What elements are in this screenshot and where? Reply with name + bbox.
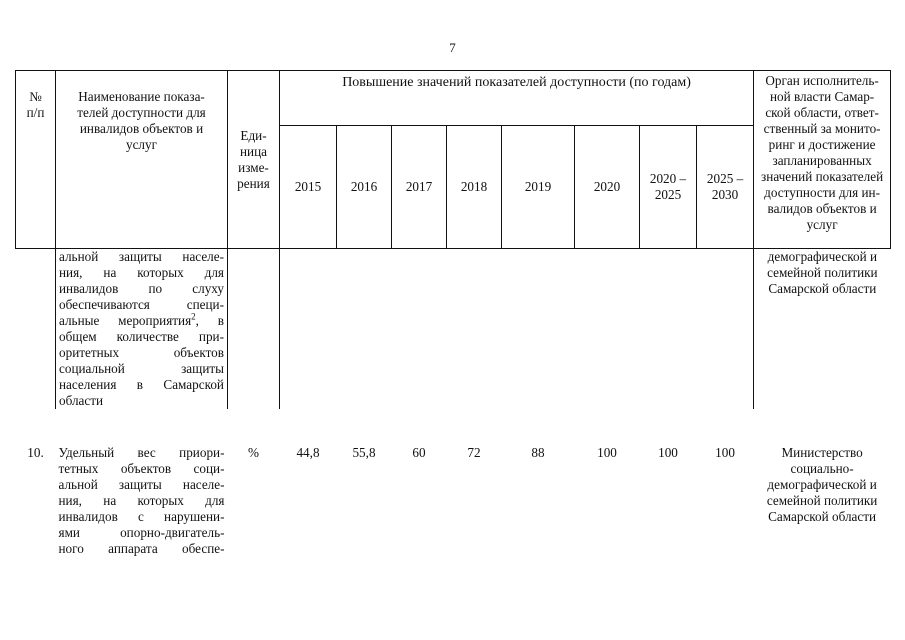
name-line: ями опорно-двигатель- bbox=[58, 525, 225, 540]
header-year-2: 2017 bbox=[392, 126, 447, 249]
name-line: населения в Самарской bbox=[59, 377, 224, 392]
name-line: альные мероприятия$^2$, в bbox=[59, 311, 224, 328]
header-unit: Еди- ница изме- рения bbox=[228, 71, 280, 249]
header-year-4: 2019 bbox=[502, 126, 575, 249]
name-line: инвалидов с нарушени- bbox=[58, 509, 225, 524]
header-year-5: 2020 bbox=[575, 126, 640, 249]
name-line: социальной защиты bbox=[59, 361, 224, 376]
header-year-0: 2015 bbox=[280, 126, 337, 249]
indicator-name bbox=[56, 445, 228, 557]
name-line: ного аппарата обеспе- bbox=[58, 541, 225, 556]
table-row-continuation bbox=[16, 249, 891, 410]
table-row bbox=[16, 445, 891, 557]
value-2025-2030: 100 bbox=[715, 445, 735, 460]
name-line: области bbox=[59, 393, 104, 408]
row-number: 10. bbox=[27, 445, 44, 460]
name-line: тетных объектов соци- bbox=[58, 461, 225, 476]
header-indicator-name: Наименование показа- телей доступности для инвалидов объектов и услуг bbox=[56, 71, 228, 249]
name-line: оритетных объектов bbox=[59, 345, 224, 360]
name-line: обеспечиваются специ- bbox=[59, 297, 224, 312]
value-2015: 44,8 bbox=[296, 445, 320, 460]
name-line: альной защиты населе- bbox=[58, 477, 225, 492]
value-2016: 55,8 bbox=[352, 445, 376, 460]
header-year-1: 2016 bbox=[337, 126, 392, 249]
header-responsible-organ: Орган исполнитель- ной власти Самар- ской области, ответ- ственный за монито- ринг и достижение запланированных значений показателей доступности для ин- валидов объектов и услуг bbox=[754, 71, 891, 249]
value-2019: 88 bbox=[531, 445, 545, 460]
name-line: ния, на которых для bbox=[58, 493, 225, 508]
header-year-6: 2020 – 2025 bbox=[640, 126, 697, 249]
indicators-table bbox=[15, 70, 891, 557]
header-year-3: 2018 bbox=[447, 126, 502, 249]
name-line: инвалидов по слуху bbox=[59, 281, 224, 296]
page-number: 7 bbox=[449, 40, 456, 55]
header-number: № п/п bbox=[16, 71, 56, 249]
indicator-name-continued bbox=[56, 249, 228, 410]
name-line: ния, на которых для bbox=[59, 265, 224, 280]
header-year-7: 2025 – 2030 bbox=[697, 126, 754, 249]
name-line: Удельный вес приори- bbox=[58, 445, 225, 460]
value-2018: 72 bbox=[467, 445, 481, 460]
value-2020: 100 bbox=[597, 445, 617, 460]
responsible-organ: Министерство социально- демографической и семейной политики Самарской области bbox=[766, 445, 878, 524]
name-line: альной защиты населе- bbox=[59, 249, 224, 264]
unit-value: % bbox=[248, 445, 259, 460]
header-years-span: Повышение значений показателей доступности (по годам) bbox=[280, 71, 754, 126]
name-line: общем количестве при- bbox=[59, 329, 224, 344]
value-2017: 60 bbox=[412, 445, 426, 460]
value-2020-2025: 100 bbox=[658, 445, 678, 460]
responsible-organ-continued: демографической и семейной политики Самарской области bbox=[754, 249, 891, 410]
